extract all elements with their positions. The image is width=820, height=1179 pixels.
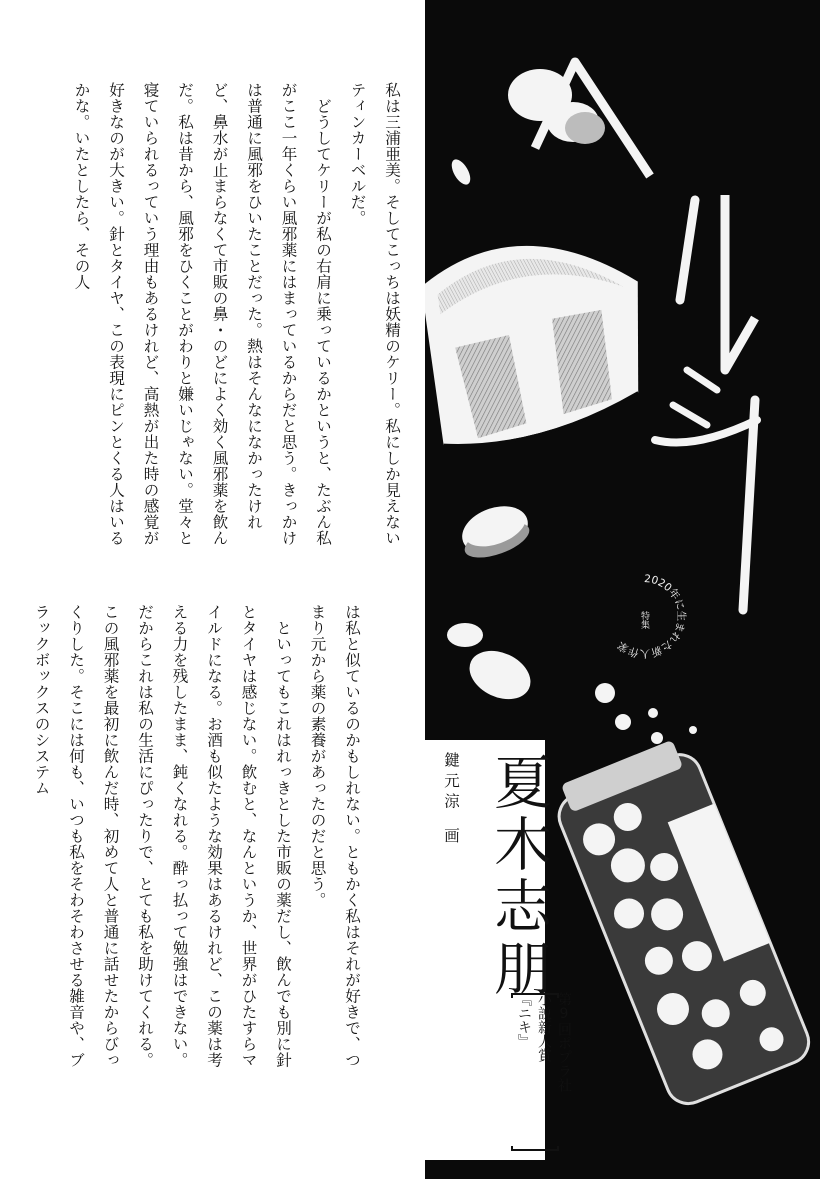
title-stroke bbox=[535, 62, 650, 176]
feature-badge bbox=[596, 568, 692, 664]
title-stroke bbox=[743, 400, 755, 610]
title-stroke bbox=[725, 195, 755, 370]
body-text-lower bbox=[9, 604, 369, 1074]
illustrator-role: 画 bbox=[442, 827, 460, 848]
author-name: 夏木志朋 bbox=[484, 752, 552, 1000]
badge-tag: 特集 bbox=[639, 611, 649, 629]
award-line: 小説新人賞 bbox=[536, 992, 552, 1062]
title-stroke bbox=[680, 200, 695, 300]
body-paragraph: は私と似ているのかもしれない。ともかく私はそれが好きで、つまり元から薬の素養があったのだと思う。 bbox=[308, 604, 361, 1068]
award-line: 第9回ポプラ社 bbox=[556, 992, 572, 1092]
body-paragraph: 私は三浦亜美。そしてこっちは妖精のケリー。私にしか見えないティンカーベルだ。 bbox=[348, 82, 401, 546]
award-info bbox=[514, 992, 574, 1092]
body-text-upper bbox=[14, 82, 409, 552]
illustrator-credit bbox=[440, 752, 462, 848]
award-line: 『ニキ』 bbox=[516, 992, 532, 1048]
body-paragraph: といってもこれはれっきとした市販の薬だし、飲んでも別に針とタイヤは感じない。飲むと、なんというか、世界がひたすらマイルドになる。お酒も似たような効果はあるけれど、この薬は考える力を残したまま、鈍くなれる。酔っ払って勉強はできない。だからこれは私の生活にぴったりで、とても私を助けてくれる。この風邪薬を最初に飲んだ時、初めて人と普通に話せたからびっくりした。そこには何も、いつも私をそわそわさせる雑音や、ブラックボックスのシステム bbox=[32, 604, 292, 1068]
body-paragraph: どうしてケリーが私の右肩に乗っているかというと、たぶん私がここ一年くらい風邪薬にはまっているからだと思う。きっかけは普通に風邪をひいたことだった。熱はそんなになかったけれど、鼻水が止まらなくて市販の鼻・のどによく効く風邪薬を飲んだ。私は昔から、風邪をひくことがわりと嫌いじゃない。堂々と寝ていられるっていう理由もあるけれど、高熱が出た時の感覚が好きなのが大きい。針とタイヤ、この表現にピンとくる人はいるかな。いたとしたら、その人 bbox=[72, 82, 332, 546]
badge-text: 2020年に生まれた新人作家 bbox=[615, 572, 687, 660]
illustrator-name: 鍵元涼 bbox=[442, 752, 460, 814]
